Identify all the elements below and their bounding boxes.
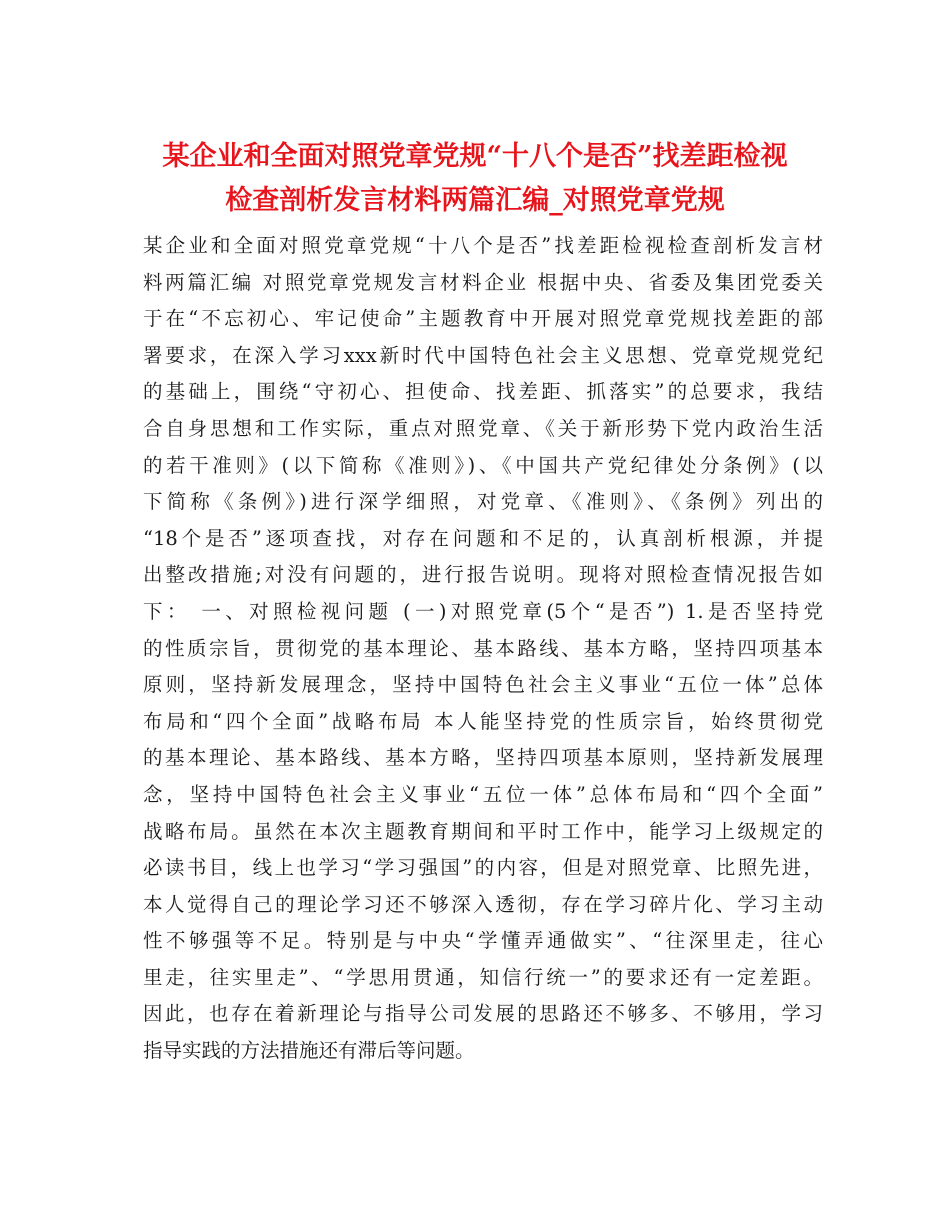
body-line-22: 因此，也存在着新理论与指导公司发展的思路还不够多、不够用，学习	[143, 1002, 823, 1026]
body-line-3: 于在“不忘初心、牢记使命”主题教育中开展对照党章党规找差距的部	[143, 307, 823, 331]
body-line-10: 出整改措施;对没有问题的，进行报告说明。现将对照检查情况报告如	[143, 563, 823, 587]
body-line-15: 的基本理论、基本路线、基本方略，坚持四项基本原则，坚持新发展理	[143, 746, 823, 770]
body-line-16: 念，坚持中国特色社会主义事业“五位一体”总体布局和“四个全面”	[143, 782, 823, 806]
body-line-6: 合自身思想和工作实际，重点对照党章、《关于新形势下党内政治生活	[143, 416, 823, 440]
body-line-11: 下： 一、对照检视问题 (一)对照党章(5个“是否”) 1.是否坚持党	[143, 599, 823, 623]
body-line-1: 某企业和全面对照党章党规“十八个是否”找差距检视检查剖析发言材	[143, 234, 823, 257]
body-line-4: 署要求，在深入学习xxx新时代中国特色社会主义思想、党章党规党纪	[143, 343, 823, 367]
document-body	[143, 228, 823, 1070]
body-line-7: 的若干准则》(以下简称《准则》)、《中国共产党纪律处分条例》(以	[143, 453, 823, 477]
body-line-21: 里走，往实里走”、“学思用贯通，知信行统一”的要求还有一定差距。	[143, 965, 823, 989]
body-line-5: 的基础上，围绕“守初心、担使命、找差距、抓落实”的总要求，我结	[143, 380, 823, 404]
document-title-line-1: 某企业和全面对照党章党规“十八个是否”找差距检视	[162, 141, 788, 172]
body-line-9: “18个是否”逐项查找，对存在问题和不足的，认真剖析根源，并提	[143, 526, 823, 550]
body-line-12: 的性质宗旨，贯彻党的基本理论、基本路线、基本方略，坚持四项基本	[143, 636, 823, 660]
body-line-23: 指导实践的方法措施还有滞后等问题。	[143, 1039, 475, 1063]
body-line-20: 性不够强等不足。特别是与中央“学懂弄通做实”、“往深里走，往心	[143, 929, 823, 953]
body-line-18: 必读书目，线上也学习“学习强国”的内容，但是对照党章、比照先进，	[143, 856, 823, 880]
body-line-14: 布局和“四个全面”战略布局 本人能坚持党的性质宗旨，始终贯彻党	[143, 709, 823, 733]
document-title-line-2: 检查剖析发言材料两篇汇编_对照党章党规	[225, 185, 725, 216]
body-line-8: 下简称《条例》)进行深学细照，对党章、《准则》、《条例》列出的	[143, 490, 823, 514]
body-line-17: 战略布局。虽然在本次主题教育期间和平时工作中，能学习上级规定的	[143, 819, 823, 843]
body-line-19: 本人觉得自己的理论学习还不够深入透彻，存在学习碎片化、学习主动	[143, 892, 823, 916]
body-line-13: 原则，坚持新发展理念，坚持中国特色社会主义事业“五位一体”总体	[143, 673, 823, 697]
body-line-2: 料两篇汇编 对照党章党规发言材料企业 根据中央、省委及集团党委关	[143, 270, 823, 294]
